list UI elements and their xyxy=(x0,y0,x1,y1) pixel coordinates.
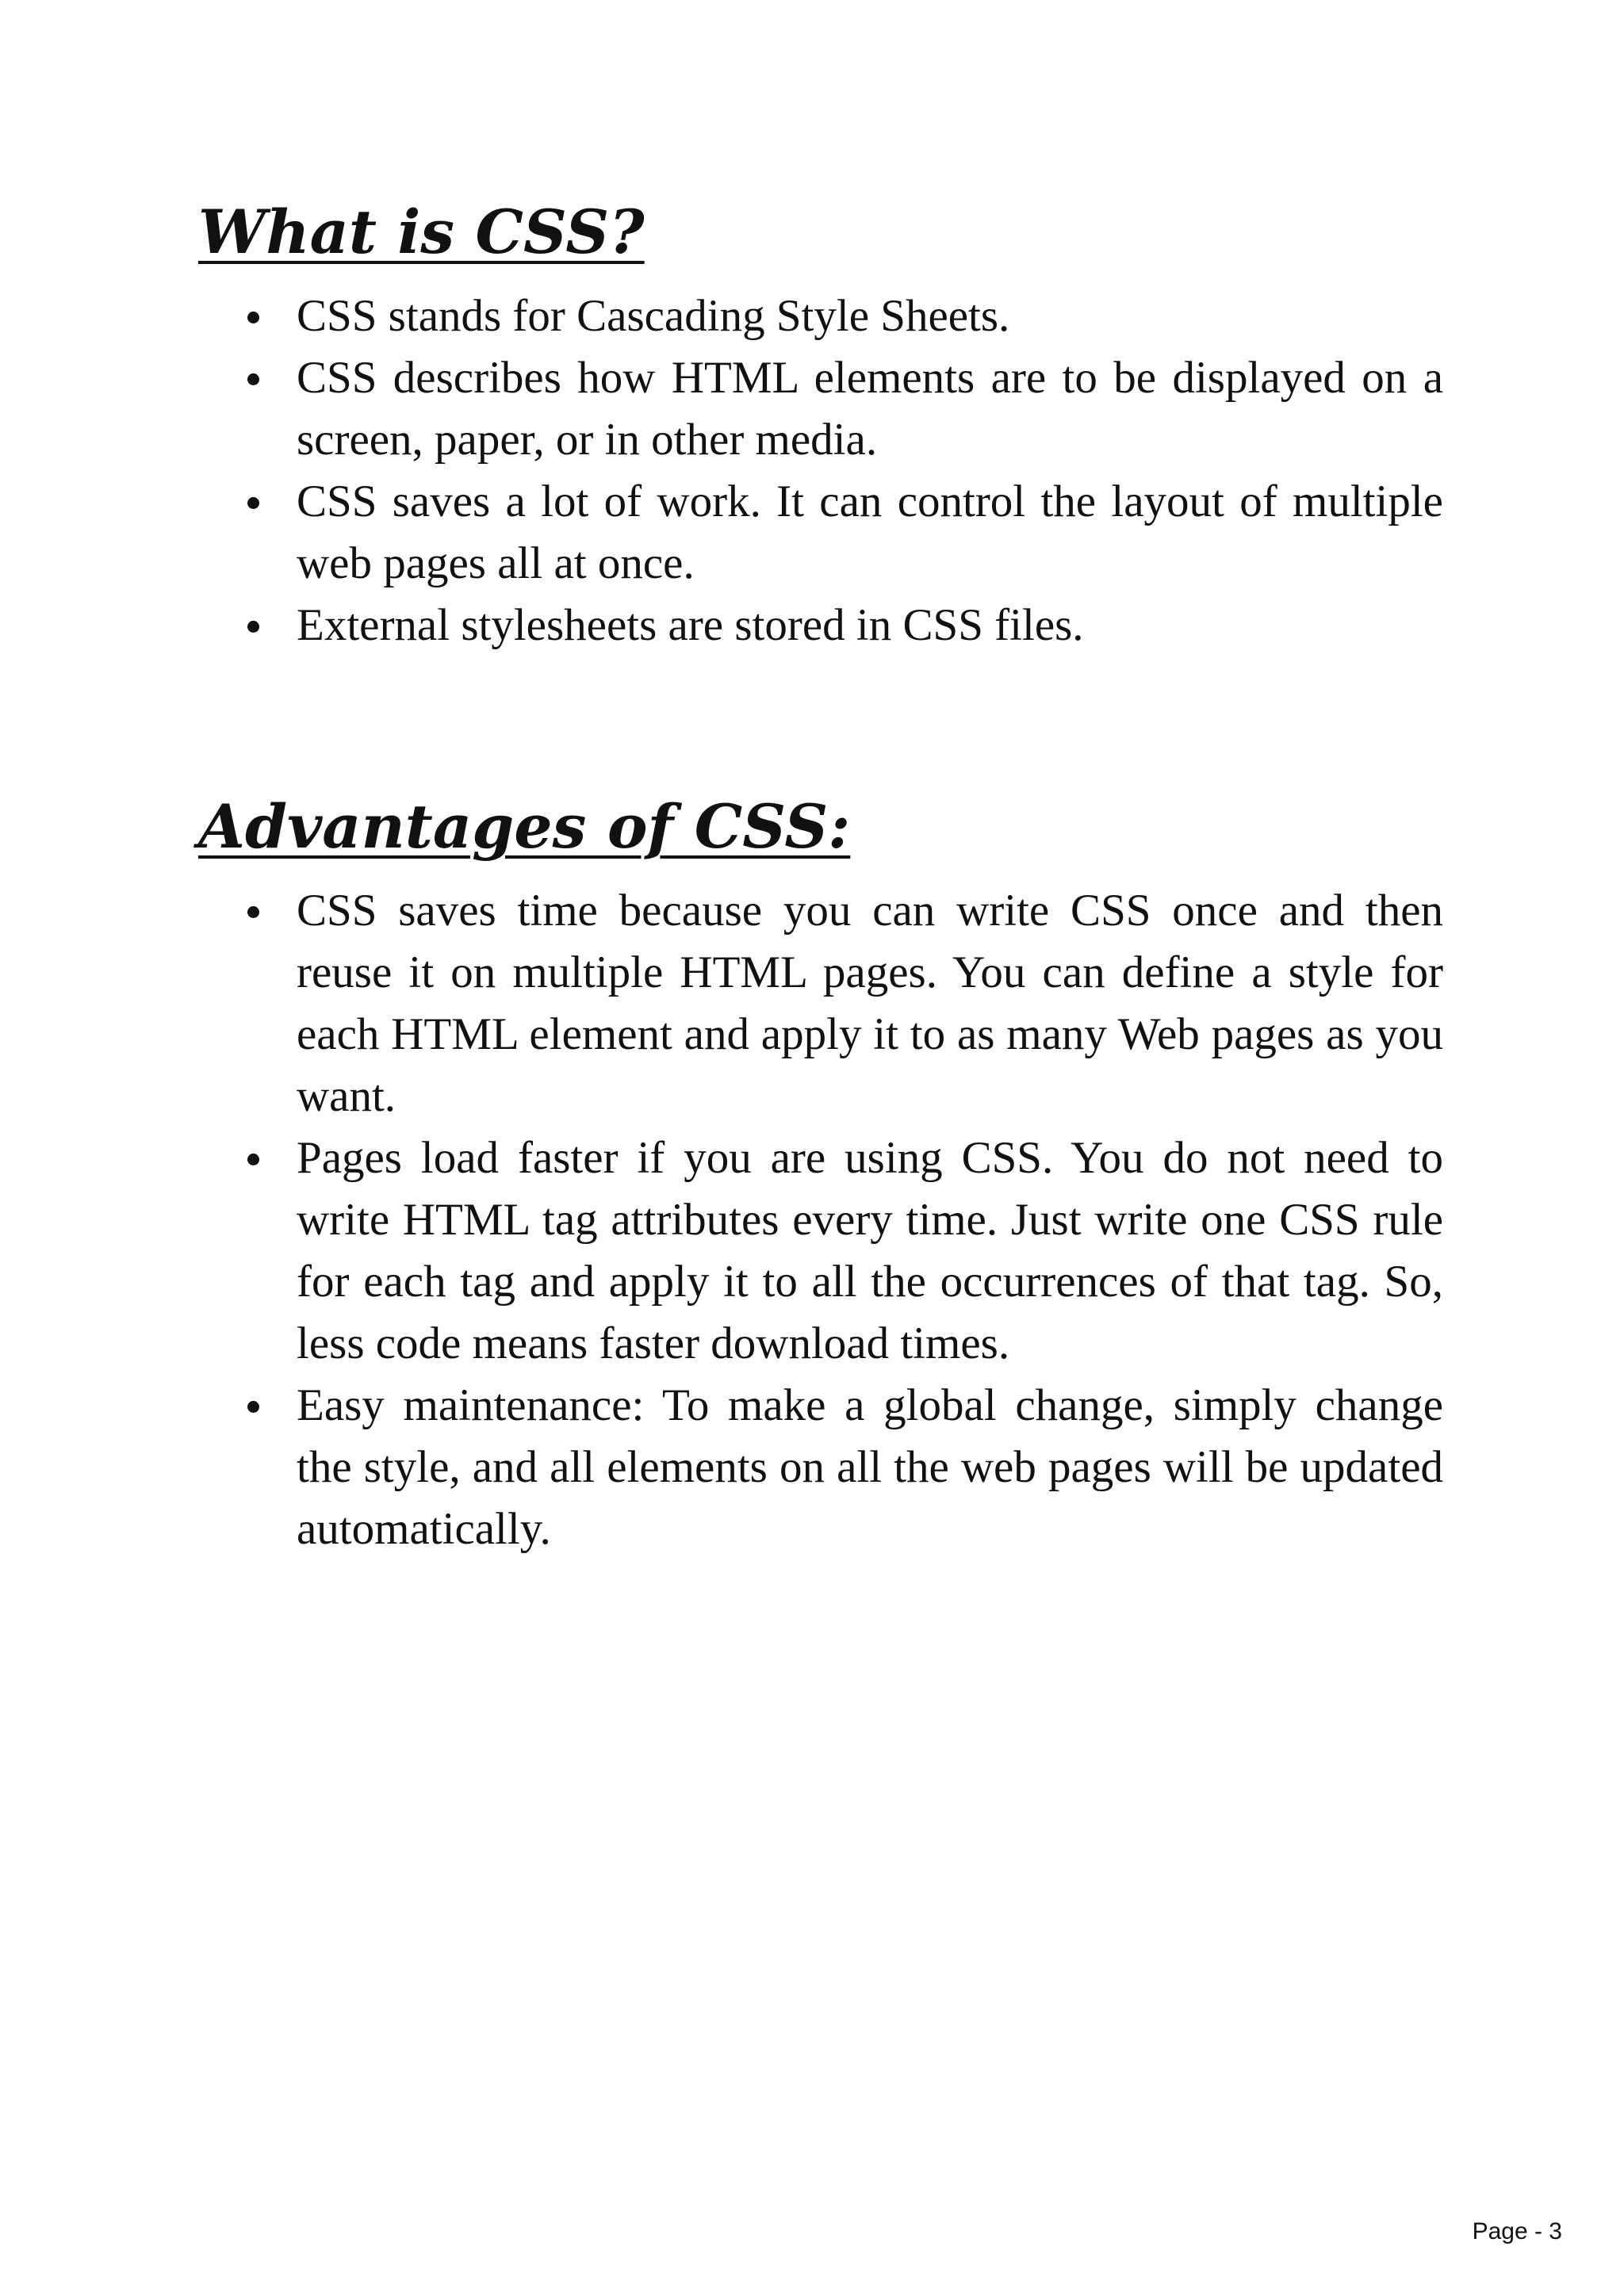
bullet-icon xyxy=(247,312,259,323)
list-item xyxy=(198,471,1443,595)
bullet-icon xyxy=(247,373,259,385)
list-item-text: CSS stands for Cascading Style Sheets. xyxy=(297,291,1010,341)
bullet-list xyxy=(198,285,1443,656)
page-number: Page - 3 xyxy=(1472,2218,1562,2244)
list-item xyxy=(198,347,1443,471)
list-item xyxy=(198,285,1443,347)
list-item-text: CSS describes how HTML elements are to be displayed on a screen, paper, or in other media. xyxy=(297,353,1443,465)
list-item xyxy=(198,1127,1443,1375)
list-item-text: External stylesheets are stored in CSS files. xyxy=(297,600,1084,650)
list-item xyxy=(198,595,1443,656)
bullet-icon xyxy=(247,906,259,918)
section-advantages-of-css xyxy=(198,783,1443,1560)
list-item xyxy=(198,880,1443,1127)
list-item-text: Pages load faster if you are using CSS. You do not need to write HTML tag attributes every time. Just write one CSS rule for each tag and apply it to all the occurrences of that tag. So, less code means faster download times. xyxy=(297,1133,1443,1368)
bullet-icon xyxy=(247,621,259,633)
list-item xyxy=(198,1375,1443,1560)
list-item-text: Easy maintenance: To make a global change, simply change the style, and all elements on all the web pages will be updated automatically. xyxy=(297,1380,1443,1554)
list-item-text: CSS saves time because you can write CSS once and then reuse it on multiple HTML pages. You can define a style for each HTML element and apply it to as many Web pages as you want. xyxy=(297,886,1443,1121)
section-heading: What is CSS? xyxy=(198,197,645,267)
bullet-icon xyxy=(247,1401,259,1413)
section-heading: Advantages of CSS: xyxy=(198,791,851,862)
list-item-text: CSS saves a lot of work. It can control the layout of multiple web pages all at once. xyxy=(297,476,1443,588)
bullet-list xyxy=(198,880,1443,1560)
bullet-icon xyxy=(247,1154,259,1165)
bullet-icon xyxy=(247,497,259,509)
section-what-is-css xyxy=(198,189,1443,656)
